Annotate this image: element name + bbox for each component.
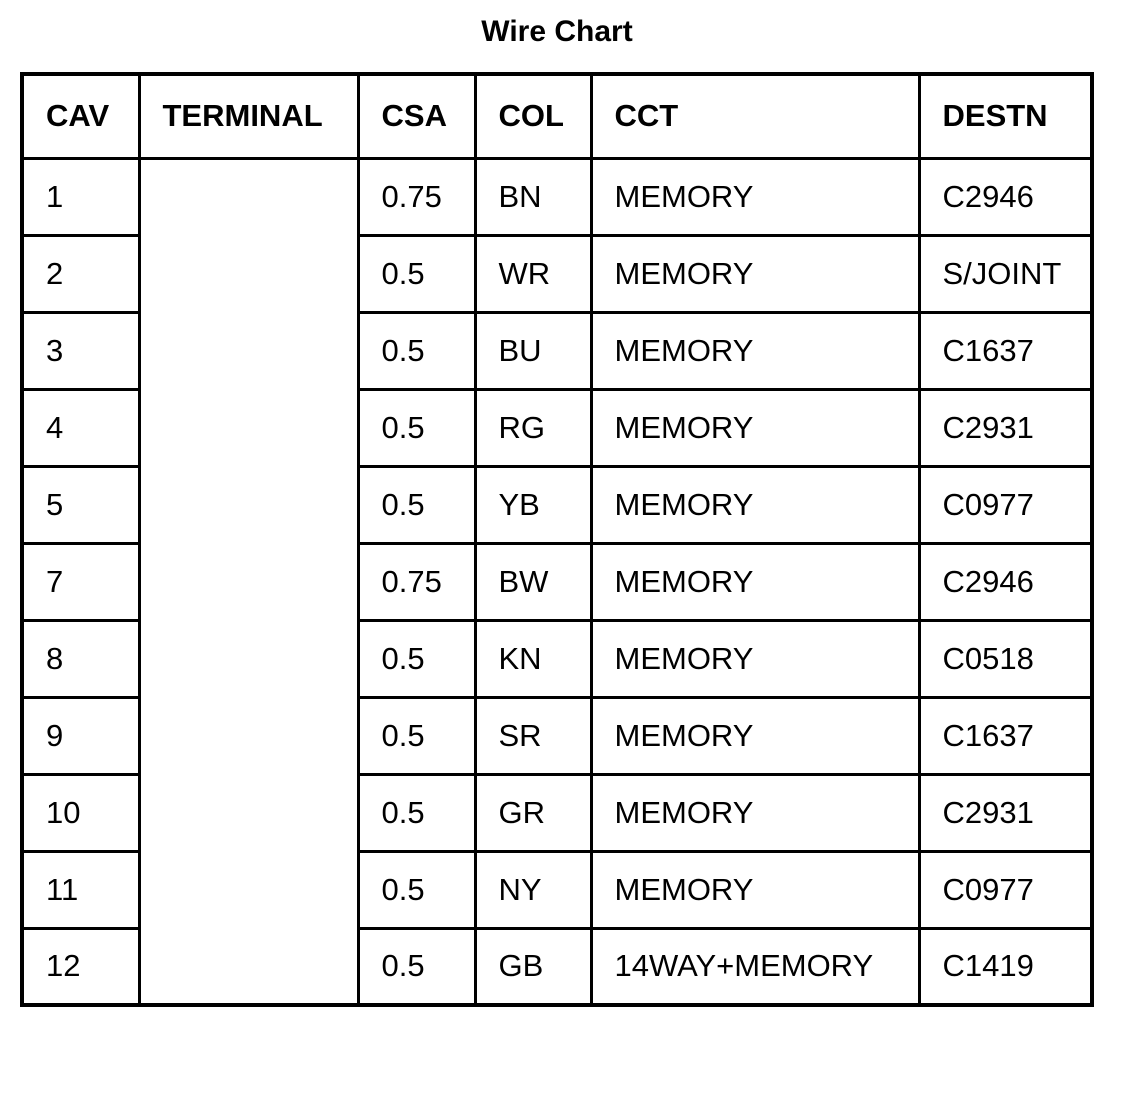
table-row bbox=[22, 158, 1092, 235]
cell-col: NY bbox=[475, 851, 591, 928]
cell-destn: C1637 bbox=[919, 312, 1092, 389]
cell-csa: 0.5 bbox=[358, 928, 475, 1005]
cell-csa: 0.5 bbox=[358, 235, 475, 312]
cell-cct: MEMORY bbox=[591, 774, 919, 851]
cell-destn: C0977 bbox=[919, 851, 1092, 928]
cell-cct: MEMORY bbox=[591, 466, 919, 543]
cell-destn: C2946 bbox=[919, 543, 1092, 620]
cell-cav: 4 bbox=[22, 389, 139, 466]
cell-cct: MEMORY bbox=[591, 620, 919, 697]
header-cct: CCT bbox=[591, 74, 919, 158]
cell-cct: MEMORY bbox=[591, 235, 919, 312]
cell-csa: 0.5 bbox=[358, 466, 475, 543]
cell-cav: 3 bbox=[22, 312, 139, 389]
cell-col: RG bbox=[475, 389, 591, 466]
cell-cav: 9 bbox=[22, 697, 139, 774]
cell-col: SR bbox=[475, 697, 591, 774]
cell-destn: C1419 bbox=[919, 928, 1092, 1005]
cell-cct: 14WAY+MEMORY bbox=[591, 928, 919, 1005]
cell-cav: 2 bbox=[22, 235, 139, 312]
cell-destn: C2931 bbox=[919, 389, 1092, 466]
cell-csa: 0.5 bbox=[358, 312, 475, 389]
cell-csa: 0.5 bbox=[358, 697, 475, 774]
header-cav: CAV bbox=[22, 74, 139, 158]
cell-col: GB bbox=[475, 928, 591, 1005]
cell-csa: 0.5 bbox=[358, 774, 475, 851]
cell-csa: 0.75 bbox=[358, 158, 475, 235]
cell-cav: 12 bbox=[22, 928, 139, 1005]
cell-destn: C0518 bbox=[919, 620, 1092, 697]
cell-cct: MEMORY bbox=[591, 851, 919, 928]
wire-chart-table bbox=[20, 72, 1094, 1007]
cell-destn: S/JOINT bbox=[919, 235, 1092, 312]
header-col: COL bbox=[475, 74, 591, 158]
header-destn: DESTN bbox=[919, 74, 1092, 158]
cell-col: BU bbox=[475, 312, 591, 389]
cell-cct: MEMORY bbox=[591, 543, 919, 620]
cell-col: BN bbox=[475, 158, 591, 235]
cell-csa: 0.5 bbox=[358, 620, 475, 697]
cell-destn: C0977 bbox=[919, 466, 1092, 543]
header-row bbox=[22, 74, 1092, 158]
cell-cct: MEMORY bbox=[591, 389, 919, 466]
cell-cav: 7 bbox=[22, 543, 139, 620]
cell-cav: 5 bbox=[22, 466, 139, 543]
header-terminal: TERMINAL bbox=[139, 74, 358, 158]
cell-csa: 0.5 bbox=[358, 389, 475, 466]
cell-destn: C2946 bbox=[919, 158, 1092, 235]
cell-cct: MEMORY bbox=[591, 158, 919, 235]
cell-cav: 10 bbox=[22, 774, 139, 851]
header-csa: CSA bbox=[358, 74, 475, 158]
cell-col: BW bbox=[475, 543, 591, 620]
cell-col: GR bbox=[475, 774, 591, 851]
cell-col: KN bbox=[475, 620, 591, 697]
cell-col: WR bbox=[475, 235, 591, 312]
terminal-cell bbox=[139, 158, 358, 1005]
cell-cav: 1 bbox=[22, 158, 139, 235]
chart-title: Wire Chart bbox=[481, 15, 633, 48]
cell-cav: 11 bbox=[22, 851, 139, 928]
cell-destn: C1637 bbox=[919, 697, 1092, 774]
cell-cav: 8 bbox=[22, 620, 139, 697]
cell-csa: 0.75 bbox=[358, 543, 475, 620]
cell-destn: C2931 bbox=[919, 774, 1092, 851]
cell-col: YB bbox=[475, 466, 591, 543]
cell-cct: MEMORY bbox=[591, 697, 919, 774]
cell-csa: 0.5 bbox=[358, 851, 475, 928]
cell-cct: MEMORY bbox=[591, 312, 919, 389]
